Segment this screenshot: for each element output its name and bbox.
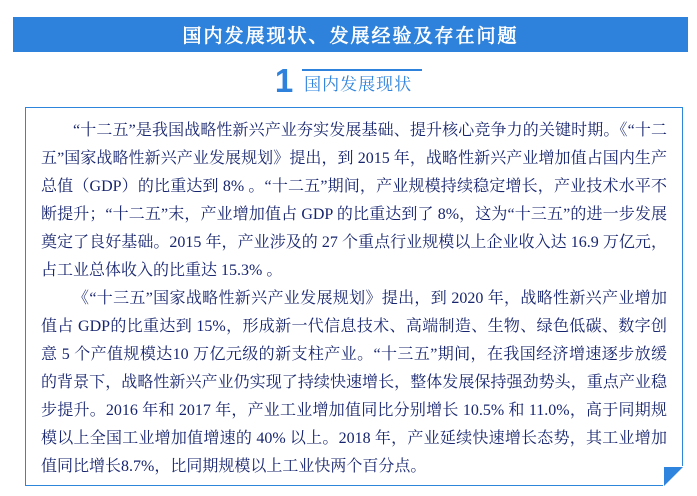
section-title: 国内发展现状 [304, 75, 413, 94]
banner-title: 国内发展现状、发展经验及存在问题 [182, 26, 519, 47]
title-banner [13, 17, 688, 52]
content-box [25, 107, 683, 486]
content-text [26, 108, 682, 481]
section-header [0, 62, 697, 99]
paragraph-thirteenth-five-year: 《“十三五”国家战略性新兴产业发展规划》提出，到 2020 年，战略性新兴产业增加值占 GDP的比重达到 15%，形成新一代信息技术、高端制造、生物、绿色低碳、数字创意 5 个产值规模达10 万亿元级的新支柱产业。“十三五”期间，在我国经济增速逐步放缓的背景下，战略性新兴产业仍实现了持续快速增长，整体发展保持强劲势头，重点产业稳步提升。2016 年和 2017 年，产业工业增加值同比分别增长 10.5% 和 11.0%，高于同期规模以上全国工业增加值增速的 40% 以上。2018 年，产业延续快速增长态势，其工业增加值同比增长8.7%，比同期规模以上工业快两个百分点。 [41, 290, 667, 475]
section-number: 1 [274, 62, 294, 99]
paragraph-twelfth-five-year: “十二五”是我国战略性新兴产业夯实发展基础、提升核心竞争力的关键时期。《“十二五”国家战略性新兴产业发展规划》提出，到 2015 年，战略性新兴产业增加值占国内生产总值（GDP）的比重达到 8% 。“十二五”期间，产业规模持续稳定增长，产业技术水平不断提升；“十二五”末，产业增加值占 GDP 的比重达到了 8%，这为“十三五”的进一步发展奠定了良好基础。2015 年，产业涉及的 27 个重点行业规模以上企业收入达 16.9 万亿元，占工业总体收入的比重达 15.3% 。 [41, 122, 667, 279]
section-title-group [302, 69, 422, 96]
